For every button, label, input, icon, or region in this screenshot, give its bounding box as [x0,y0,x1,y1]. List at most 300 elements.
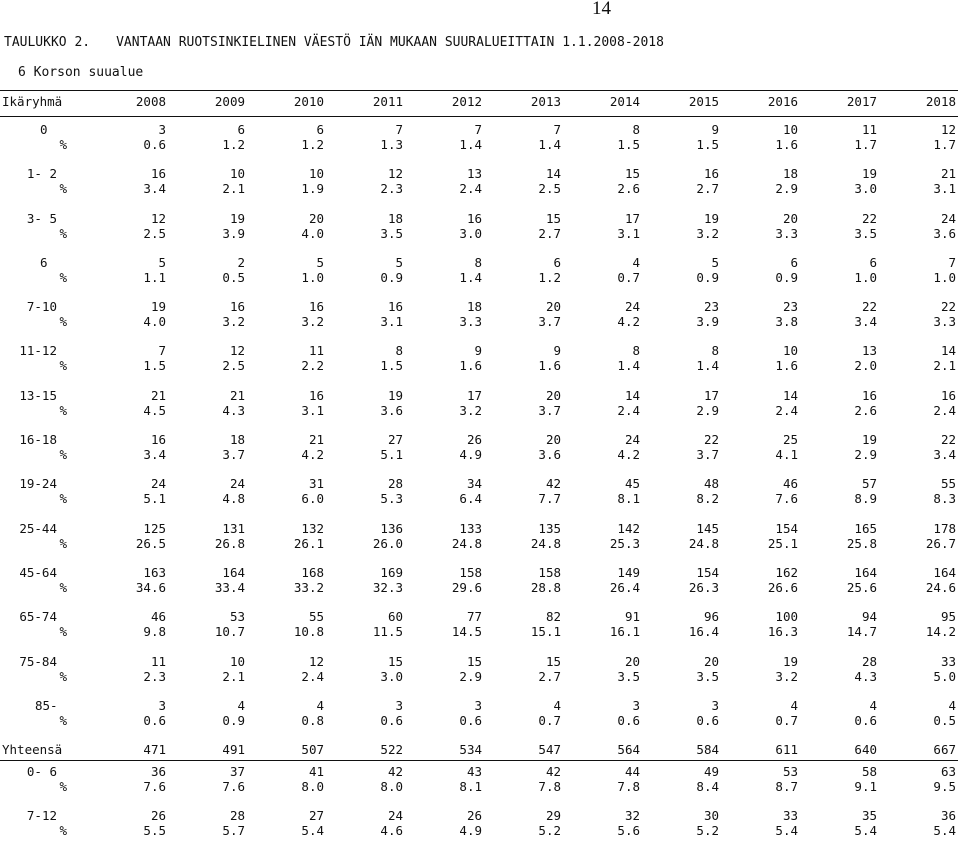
table-cell: 26.4 [609,579,640,595]
table-cell: 49 [703,763,719,779]
table-cell: 5 [158,254,166,270]
table-cell: 22 [940,432,956,448]
table-cell: 91 [624,609,640,625]
table-cell: 3.7 [538,402,561,418]
table-cell: 33 [782,808,798,824]
summary-count-row [0,808,958,823]
table-cell: 522 [380,741,403,757]
table-cell: 0.7 [538,712,561,728]
row-label: 65-74 [19,609,57,625]
table-cell: 24.6 [925,579,956,595]
table-cell: 3.4 [933,447,956,463]
table-cell: 14 [940,343,956,359]
row-label: 75-84 [19,653,57,669]
table-cell: 10.7 [214,624,245,640]
table-cell: 10 [308,166,324,182]
table-cell: 95 [940,609,956,625]
table-cell: 1.4 [696,358,719,374]
table-cell: 1.4 [617,358,640,374]
table-cell: 6 [869,254,877,270]
table-cell: 1.4 [459,137,482,152]
table-cell: 8.4 [696,778,719,794]
table-cell: 3.0 [380,668,403,684]
table-cell: 2.9 [854,447,877,463]
table-cell: 16 [466,210,482,226]
table-cell: 7.6 [143,778,166,794]
table-cell: 3.7 [538,314,561,330]
table-cell: 82 [545,609,561,625]
table-cell: 133 [459,520,482,536]
table-cell: 12 [387,166,403,182]
table-cell: 28 [229,808,245,824]
table-cell: 14.2 [925,624,956,640]
header-year: 2016 [767,94,798,109]
header-year: 2010 [293,94,324,109]
table-cell: 7 [158,343,166,359]
summary-percent-row [0,779,958,794]
table-cell: 10.8 [293,624,324,640]
table-cell: 24.8 [688,535,719,551]
table-cell: 564 [617,741,640,757]
table-cell: 5.1 [380,447,403,463]
header-year: 2013 [530,94,561,109]
table-cell: 1.6 [459,358,482,374]
table-cell: 5 [395,254,403,270]
table-cell: 165 [854,520,877,536]
table-cell: 58 [861,763,877,779]
table-cell: 1.5 [380,358,403,374]
table-cell: 8.2 [696,491,719,507]
table-cell: 7 [553,122,561,137]
table-cell: 8.7 [775,778,798,794]
row-label: 7-12 [26,808,57,824]
row-label: % [59,579,67,595]
table-cell: 3 [632,697,640,713]
table-cell: 2.1 [222,668,245,684]
table-cell: 8.1 [459,778,482,794]
table-cell: 0.9 [222,712,245,728]
count-row [0,698,958,713]
table-cell: 3.2 [696,225,719,241]
table-cell: 7.7 [538,491,561,507]
table-cell: 16.1 [609,624,640,640]
table-cell: 1.9 [301,181,324,197]
table-cell: 1.0 [301,269,324,285]
table-cell: 5.3 [380,491,403,507]
table-cell: 164 [222,564,245,580]
table-cell: 0.7 [775,712,798,728]
table-cell: 491 [222,741,245,757]
table-cell: 10 [782,343,798,359]
count-row [0,476,958,491]
header-year: 2011 [372,94,403,109]
table-cell: 16.4 [688,624,719,640]
row-label: 19-24 [19,476,57,492]
table-cell: 100 [775,609,798,625]
table-cell: 8 [711,343,719,359]
page-number: 14 [592,0,611,19]
header-year: 2012 [451,94,482,109]
table-cell: 12 [150,210,166,226]
table-cell: 16 [229,299,245,315]
table-cell: 154 [775,520,798,536]
table-cell: 26.0 [372,535,403,551]
table-cell: 15 [624,166,640,182]
row-label: 13-15 [19,387,57,403]
row-label: % [59,491,67,507]
table-cell: 3.7 [696,447,719,463]
table-cell: 5 [711,254,719,270]
table-cell: 136 [380,520,403,536]
table-cell: 19 [861,166,877,182]
table-cell: 26 [466,808,482,824]
table-cell: 8 [395,343,403,359]
table-cell: 178 [933,520,956,536]
table-cell: 164 [854,564,877,580]
table-cell: 37 [229,763,245,779]
table-cell: 6 [237,122,245,137]
table-cell: 3.5 [854,225,877,241]
percent-row [0,624,958,639]
table-cell: 34.6 [135,579,166,595]
table-cell: 20 [545,387,561,403]
header-year: 2017 [846,94,877,109]
table-cell: 3.5 [617,668,640,684]
table-cell: 45 [624,476,640,492]
table-cell: 3.1 [617,225,640,241]
table-cell: 1.5 [617,137,640,152]
table-cell: 3.3 [459,314,482,330]
table-cell: 1.4 [538,137,561,152]
table-cell: 14 [545,166,561,182]
table-cell: 2.5 [222,358,245,374]
table-cell: 2.2 [301,358,324,374]
table-cell: 26.1 [293,535,324,551]
table-cell: 3.1 [380,314,403,330]
table-cell: 0.6 [143,137,166,152]
table-cell: 3.9 [222,225,245,241]
table-cell: 0.5 [933,712,956,728]
table-cell: 3.2 [301,314,324,330]
table-cell: 132 [301,520,324,536]
table-cell: 16 [703,166,719,182]
table-cell: 0.9 [380,269,403,285]
percent-row [0,358,958,373]
header-row [0,94,958,109]
table-cell: 3.6 [380,402,403,418]
table-cell: 15 [545,653,561,669]
table-cell: 13 [861,343,877,359]
table-cell: 3.9 [696,314,719,330]
table-cell: 14 [624,387,640,403]
table-cell: 15.1 [530,624,561,640]
table-cell: 30 [703,808,719,824]
table-cell: 4.6 [380,823,403,839]
table-cell: 1.6 [538,358,561,374]
row-label: % [59,535,67,551]
table-cell: 19 [150,299,166,315]
table-cell: 2.6 [854,402,877,418]
table-cell: 5.4 [933,823,956,839]
table-cell: 5.1 [143,491,166,507]
table-cell: 4.0 [143,314,166,330]
table-cell: 4.2 [301,447,324,463]
table-cell: 28.8 [530,579,561,595]
table-cell: 18 [782,166,798,182]
table-cell: 24 [624,432,640,448]
header-year: 2015 [688,94,719,109]
table-cell: 2.5 [143,225,166,241]
header-year: 2014 [609,94,640,109]
table-cell: 1.6 [775,137,798,152]
table-cell: 8 [632,122,640,137]
table-cell: 7.8 [617,778,640,794]
table-cell: 22 [703,432,719,448]
table-cell: 8.1 [617,491,640,507]
table-cell: 2.4 [775,402,798,418]
table-cell: 55 [308,609,324,625]
table-cell: 17 [703,387,719,403]
table-title [4,35,664,50]
row-label: % [59,447,67,463]
header-year: 2008 [135,94,166,109]
table-cell: 26 [150,808,166,824]
percent-row [0,491,958,506]
percent-row [0,669,958,684]
table-cell: 507 [301,741,324,757]
table-cell: 23 [703,299,719,315]
table-cell: 3 [158,122,166,137]
table-cell: 1.2 [222,137,245,152]
table-cell: 9 [711,122,719,137]
table-cell: 26.5 [135,535,166,551]
table-cell: 131 [222,520,245,536]
table-cell: 26.3 [688,579,719,595]
table-cell: 20 [308,210,324,226]
row-label: % [59,269,67,285]
table-cell: 44 [624,763,640,779]
table-cell: 10 [782,122,798,137]
percent-row [0,181,958,196]
table-cell: 3.3 [933,314,956,330]
row-label: 0 [40,122,48,137]
row-label: 0- 6 [26,763,57,779]
table-cell: 36 [940,808,956,824]
table-cell: 53 [782,763,798,779]
table-cell: 11 [308,343,324,359]
table-cell: 36 [150,763,166,779]
table-cell: 135 [538,520,561,536]
table-cell: 16 [940,387,956,403]
table-cell: 42 [545,763,561,779]
percent-row [0,314,958,329]
header-age-group: Ikäryhmä [2,94,63,109]
table-cell: 3.6 [538,447,561,463]
table-number: TAULUKKO 2. [4,35,91,50]
table-cell: 22 [940,299,956,315]
table-cell: 31 [308,476,324,492]
table-cell: 25.6 [846,579,877,595]
table-cell: 42 [387,763,403,779]
table-cell: 17 [624,210,640,226]
table-cell: 3 [711,697,719,713]
table-cell: 2.4 [617,402,640,418]
table-cell: 29.6 [451,579,482,595]
table-cell: 0.6 [617,712,640,728]
row-label: % [59,624,67,640]
row-label: % [59,225,67,241]
table-cell: 33.2 [293,579,324,595]
count-row [0,388,958,403]
header-year: 2009 [214,94,245,109]
table-cell: 24 [624,299,640,315]
age-table [0,122,958,838]
table-cell: 3 [158,697,166,713]
row-label: % [59,181,67,197]
table-cell: 2.5 [538,181,561,197]
table-cell: 11 [861,122,877,137]
summary-count-row [0,764,958,779]
table-cell: 26.7 [925,535,956,551]
table-cell: 125 [143,520,166,536]
table-cell: 584 [696,741,719,757]
table-cell: 8.9 [854,491,877,507]
table-cell: 94 [861,609,877,625]
table-cell: 1.2 [301,137,324,152]
table-cell: 2.9 [459,668,482,684]
table-cell: 611 [775,741,798,757]
table-cell: 0.9 [775,269,798,285]
table-cell: 13 [466,166,482,182]
table-cell: 142 [617,520,640,536]
row-label: 11-12 [19,343,57,359]
row-label: 25-44 [19,520,57,536]
row-label: % [59,823,67,839]
table-cell: 25.3 [609,535,640,551]
table-cell: 1.7 [854,137,877,152]
table-cell: 24 [229,476,245,492]
table-cell: 5 [316,254,324,270]
table-cell: 1.0 [854,269,877,285]
table-cell: 2.7 [538,668,561,684]
table-cell: 7 [395,122,403,137]
table-cell: 5.0 [933,668,956,684]
table-cell: 2.9 [696,402,719,418]
table-cell: 6.0 [301,491,324,507]
table-cell: 3.2 [459,402,482,418]
table-cell: 3.4 [854,314,877,330]
table-cell: 8.0 [301,778,324,794]
table-cell: 60 [387,609,403,625]
table-cell: 9.5 [933,778,956,794]
percent-row [0,270,958,285]
top-rule [0,90,958,91]
table-cell: 1.5 [696,137,719,152]
table-cell: 24 [940,210,956,226]
table-cell: 0.6 [696,712,719,728]
table-cell: 24.8 [530,535,561,551]
count-row [0,609,958,624]
percent-row [0,580,958,595]
table-cell: 6 [316,122,324,137]
table-cell: 2.7 [538,225,561,241]
table-cell: 48 [703,476,719,492]
table-cell: 8.3 [933,491,956,507]
table-cell: 4 [632,254,640,270]
count-row [0,565,958,580]
table-cell: 27 [387,432,403,448]
table-cell: 0.5 [222,269,245,285]
table-cell: 3.5 [380,225,403,241]
percent-row [0,447,958,462]
region-subtitle: 6 Korson suualue [18,65,144,80]
table-cell: 4.5 [143,402,166,418]
table-cell: 2.9 [775,181,798,197]
table-cell: 6 [553,254,561,270]
table-cell: 0.6 [459,712,482,728]
table-cell: 19 [387,387,403,403]
table-cell: 154 [696,564,719,580]
table-cell: 1.7 [933,137,956,152]
table-cell: 20 [545,432,561,448]
table-cell: 0.6 [143,712,166,728]
table-cell: 4.2 [617,447,640,463]
table-cell: 4 [869,697,877,713]
table-cell: 46 [782,476,798,492]
table-cell: 2.3 [143,668,166,684]
table-cell: 12 [940,122,956,137]
table-cell: 3.1 [301,402,324,418]
table-cell: 34 [466,476,482,492]
table-cell: 21 [150,387,166,403]
table-cell: 4 [316,697,324,713]
table-cell: 16 [308,299,324,315]
table-cell: 0.8 [301,712,324,728]
table-cell: 4 [948,697,956,713]
table-cell: 3.2 [222,314,245,330]
table-cell: 7 [948,254,956,270]
table-cell: 1.6 [775,358,798,374]
table-cell: 29 [545,808,561,824]
table-cell: 158 [538,564,561,580]
table-cell: 21 [308,432,324,448]
table-cell: 5.4 [854,823,877,839]
table-cell: 9.1 [854,778,877,794]
table-cell: 5.5 [143,823,166,839]
table-cell: 3.4 [143,181,166,197]
table-cell: 3.8 [775,314,798,330]
table-cell: 15 [387,653,403,669]
table-cell: 145 [696,520,719,536]
table-cell: 2.6 [617,181,640,197]
table-cell: 33.4 [214,579,245,595]
table-cell: 4.1 [775,447,798,463]
percent-row [0,713,958,728]
row-label: % [59,668,67,684]
table-cell: 25.1 [767,535,798,551]
table-cell: 4.2 [617,314,640,330]
percent-row [0,137,958,152]
row-label: % [59,712,67,728]
table-cell: 3 [474,697,482,713]
table-cell: 163 [143,564,166,580]
table-cell: 16 [308,387,324,403]
table-cell: 6 [790,254,798,270]
row-label: % [59,778,67,794]
table-cell: 0.9 [696,269,719,285]
table-cell: 20 [782,210,798,226]
row-label: % [59,137,67,152]
